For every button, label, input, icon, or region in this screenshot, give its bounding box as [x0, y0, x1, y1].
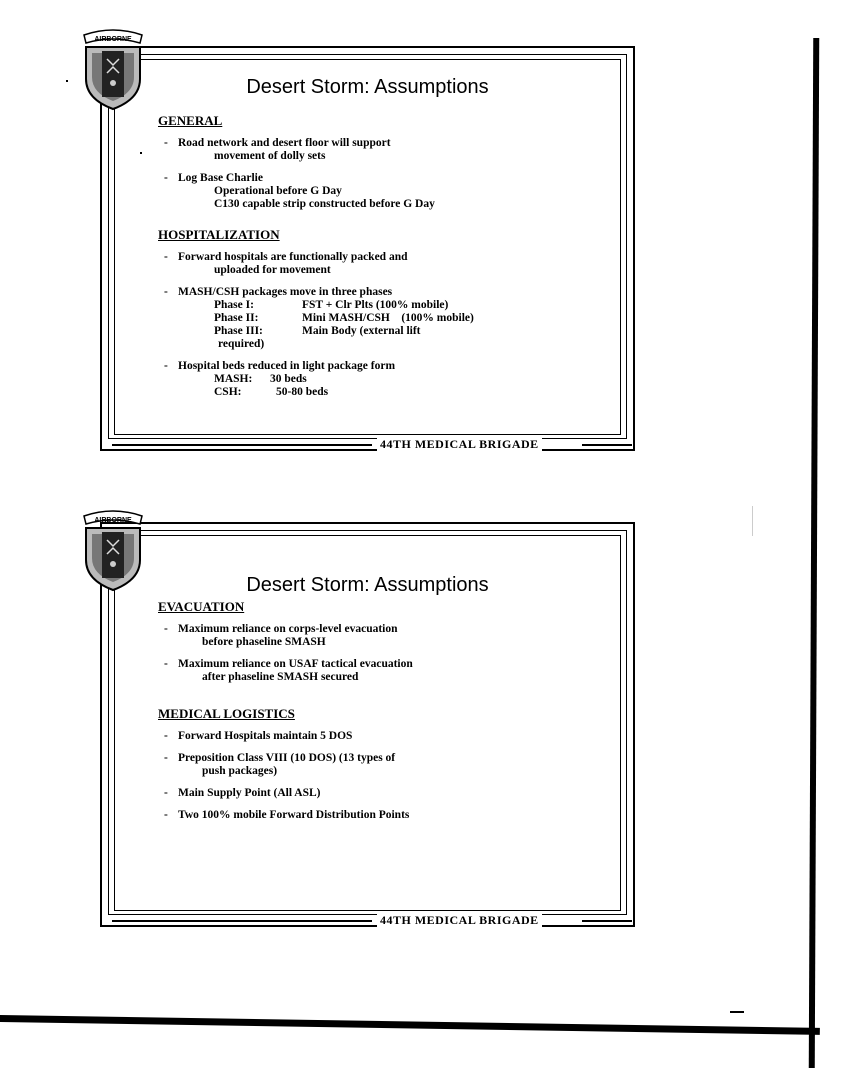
phase-row	[178, 299, 613, 312]
beds-row	[178, 386, 613, 399]
bullet: -	[164, 137, 168, 149]
bullet: -	[164, 787, 168, 799]
beds-label: CSH:	[214, 386, 242, 398]
section-heading-hospitalization: HOSPITALIZATION	[158, 227, 280, 242]
list-item	[158, 137, 613, 163]
item-line: required)	[218, 338, 265, 350]
item-line: Operational before G Day	[214, 185, 342, 197]
item-line: push packages)	[202, 765, 278, 777]
phase-row	[178, 312, 613, 325]
beds-text: 30 beds	[270, 373, 307, 385]
bullet: -	[164, 286, 168, 298]
phase-text: Main Body (external lift	[302, 325, 421, 337]
bullet: -	[164, 172, 168, 184]
phase-row	[178, 325, 613, 338]
bullet: -	[164, 251, 168, 263]
slide-content	[158, 114, 613, 408]
item-line: Log Base Charlie	[178, 172, 263, 184]
slide-2	[100, 522, 635, 927]
list-item	[158, 730, 613, 743]
item-line: Road network and desert floor will support	[178, 137, 391, 149]
scan-speck	[66, 80, 68, 82]
item-line: uploaded for movement	[214, 264, 331, 276]
phase-label: Phase I:	[214, 299, 254, 311]
phase-label: Phase II:	[214, 312, 259, 324]
scan-speck	[140, 152, 142, 154]
item-line: after phaseline SMASH secured	[202, 671, 359, 683]
list-item	[158, 809, 613, 822]
beds-row	[178, 373, 613, 386]
page-edge-shadow-bottom	[0, 1015, 820, 1035]
slide-1	[100, 46, 635, 451]
item-line: Main Supply Point (All ASL)	[178, 787, 321, 799]
item-line: Preposition Class VIII (10 DOS) (13 types of	[178, 752, 396, 764]
footer-label: 44TH MEDICAL BRIGADE	[377, 913, 542, 928]
list-item	[158, 172, 613, 211]
footer-label: 44TH MEDICAL BRIGADE	[377, 437, 542, 452]
slide-title: Desert Storm: Assumptions	[246, 76, 489, 98]
bullet: -	[164, 360, 168, 372]
slide-content	[158, 600, 613, 831]
list-item	[158, 752, 613, 778]
bullet: -	[164, 809, 168, 821]
insignia-tab-text: AIRBORNE	[94, 36, 132, 43]
scan-speck	[730, 1011, 744, 1013]
beds-label: MASH:	[214, 373, 253, 385]
item-line: C130 capable strip constructed before G Day	[214, 198, 435, 210]
bullet: -	[164, 658, 168, 670]
list-item	[158, 360, 613, 399]
list-item	[158, 787, 613, 800]
slide-title: Desert Storm: Assumptions	[246, 574, 489, 596]
section-heading-general: GENERAL	[158, 113, 223, 128]
scan-speck	[752, 506, 753, 536]
page-edge-shadow-right	[809, 38, 819, 1068]
phase-text: FST + Clr Plts (100% mobile)	[302, 299, 449, 311]
airborne-shoulder-patch-icon	[80, 27, 146, 107]
phase-text: Mini MASH/CSH (100% mobile)	[302, 312, 474, 324]
phase-label: Phase III:	[214, 325, 263, 337]
list-item	[158, 286, 613, 351]
item-line: MASH/CSH packages move in three phases	[178, 286, 393, 298]
beds-text: 50-80 beds	[276, 386, 329, 398]
item-line: Two 100% mobile Forward Distribution Points	[178, 809, 410, 821]
item-line: Maximum reliance on corps-level evacuation	[178, 623, 398, 635]
bullet: -	[164, 623, 168, 635]
section-heading-medical-logistics: MEDICAL LOGISTICS	[158, 706, 295, 721]
item-line: Forward Hospitals maintain 5 DOS	[178, 730, 353, 742]
item-line: movement of dolly sets	[214, 150, 326, 162]
bullet: -	[164, 752, 168, 764]
item-line: before phaseline SMASH	[202, 636, 326, 648]
insignia-tab-text: AIRBORNE	[94, 517, 132, 524]
bullet: -	[164, 730, 168, 742]
list-item	[158, 658, 613, 684]
slide-footer	[102, 913, 633, 927]
item-line: Hospital beds reduced in light package form	[178, 360, 396, 372]
item-line: Maximum reliance on USAF tactical evacuation	[178, 658, 413, 670]
list-item	[158, 251, 613, 277]
airborne-shoulder-patch-icon	[80, 508, 146, 588]
list-item	[158, 623, 613, 649]
slide-footer	[102, 437, 633, 451]
section-heading-evacuation: EVACUATION	[158, 599, 245, 614]
item-line: Forward hospitals are functionally packed and	[178, 251, 408, 263]
